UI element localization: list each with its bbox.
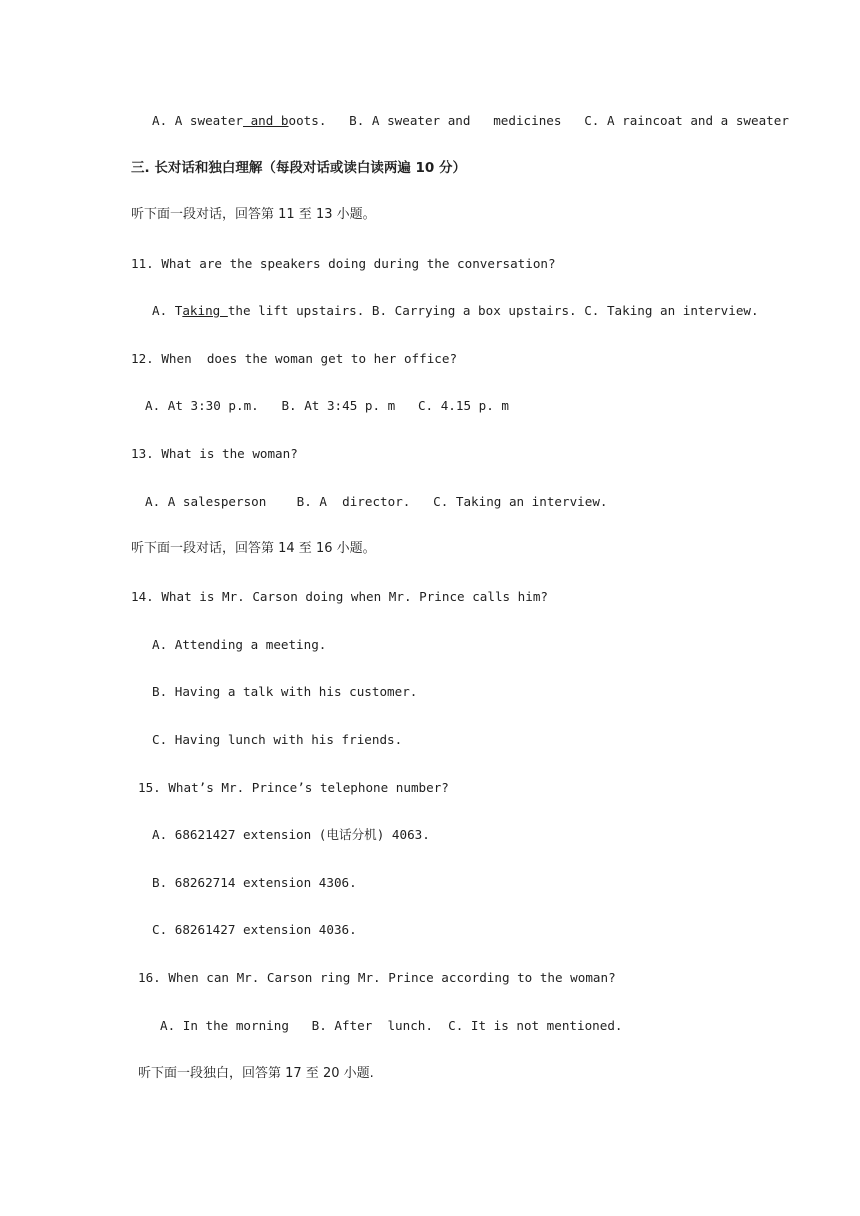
question-14-option-b: B. Having a talk with his customer. <box>152 684 418 699</box>
q11-options-rest: the lift upstairs. B. Carrying a box upstairs. C. Taking an interview. <box>227 303 759 318</box>
question-14-option-c: C. Having lunch with his friends. <box>152 732 403 747</box>
question-11-options <box>152 303 759 319</box>
question-15-option-a: A. 68621427 extension (电话分机) 4063. <box>152 827 430 842</box>
question-15: 15. What’s Mr. Prince’s telephone number? <box>138 780 449 795</box>
question-14: 14. What is Mr. Carson doing when Mr. Prince calls him? <box>131 589 549 604</box>
intro-q11-13: 听下面一段对话，回答第 11 至 13 小题。 <box>131 207 376 222</box>
question-13-options: A. A salesperson B. A director. C. Taking an interview. <box>145 494 608 509</box>
intro-q17-20: 听下面一段独白，回答第 17 至 20 小题. <box>138 1066 374 1081</box>
question-14-option-a: A. Attending a meeting. <box>152 637 327 652</box>
question-15-option-c: C. 68261427 extension 4036. <box>152 922 357 937</box>
q10-option-a-underlined: and b <box>243 113 289 128</box>
question-16-options: A. In the morning B. After lunch. C. It is not mentioned. <box>160 1018 623 1033</box>
q10-option-a-part1: A. A sweater <box>152 113 243 128</box>
question-11: 11. What are the speakers doing during the conversation? <box>131 256 556 271</box>
question-12-options: A. At 3:30 p.m. B. At 3:45 p. m C. 4.15 p. m <box>145 398 509 413</box>
q10-options-rest: oots. B. A sweater and medicines C. A raincoat and a sweater <box>288 113 789 128</box>
q11-option-a-underlined: aking <box>182 303 228 318</box>
question-15-option-b: B. 68262714 extension 4306. <box>152 875 357 890</box>
section-3-heading: 三. 长对话和独白理解（每段对话或读白读两遍 10 分） <box>131 160 467 176</box>
question-13: 13. What is the woman? <box>131 446 298 461</box>
q11-option-a-part1: A. T <box>152 303 183 318</box>
intro-q14-16: 听下面一段对话，回答第 14 至 16 小题。 <box>131 541 376 556</box>
question-16: 16. When can Mr. Carson ring Mr. Prince according to the woman? <box>138 970 616 985</box>
q10-options-line <box>152 113 789 129</box>
question-12: 12. When does the woman get to her office? <box>131 351 458 366</box>
